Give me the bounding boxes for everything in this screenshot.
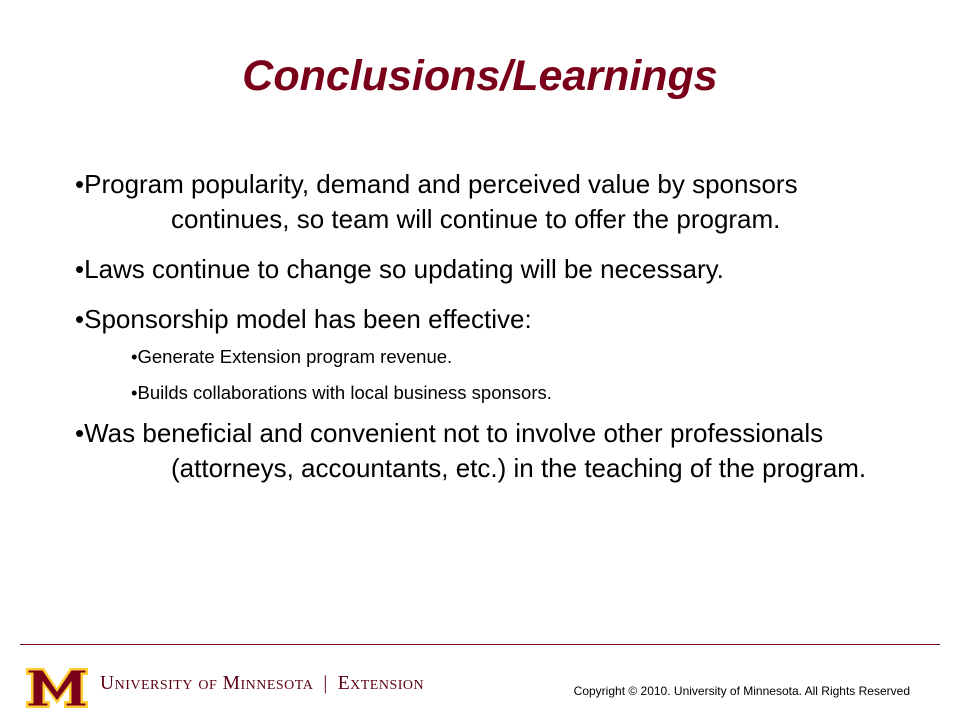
bullet-item: •Sponsorship model has been effective: — [75, 304, 532, 334]
unit-name: Extension — [337, 673, 425, 694]
slide-title: Conclusions/Learnings — [242, 52, 718, 100]
copyright-notice: Copyright © 2010. University of Minnesota. All Rights Reserved — [573, 684, 910, 698]
university-name: University of Minnesota — [100, 673, 314, 694]
wordmark-separator: | — [323, 673, 328, 694]
university-wordmark — [100, 673, 424, 695]
sub-bullet-list — [75, 344, 885, 406]
sub-bullet-item: •Builds collaborations with local business sponsors. — [131, 382, 552, 403]
bullet-list — [75, 167, 885, 501]
sub-bullet-group — [75, 344, 885, 406]
sub-bullet-item: •Generate Extension program revenue. — [131, 346, 453, 367]
bullet-item: •Laws continue to change so updating will be necessary. — [75, 254, 724, 284]
bullet-item: •Program popularity, demand and perceived value by sponsors continues, so team will continue to offer the program. — [75, 169, 798, 234]
footer-divider — [20, 644, 940, 645]
university-block-m-logo — [24, 666, 90, 710]
bullet-item: •Was beneficial and convenient not to involve other professionals (attorneys, accountants, etc.) in the teaching of the program. — [75, 418, 867, 483]
